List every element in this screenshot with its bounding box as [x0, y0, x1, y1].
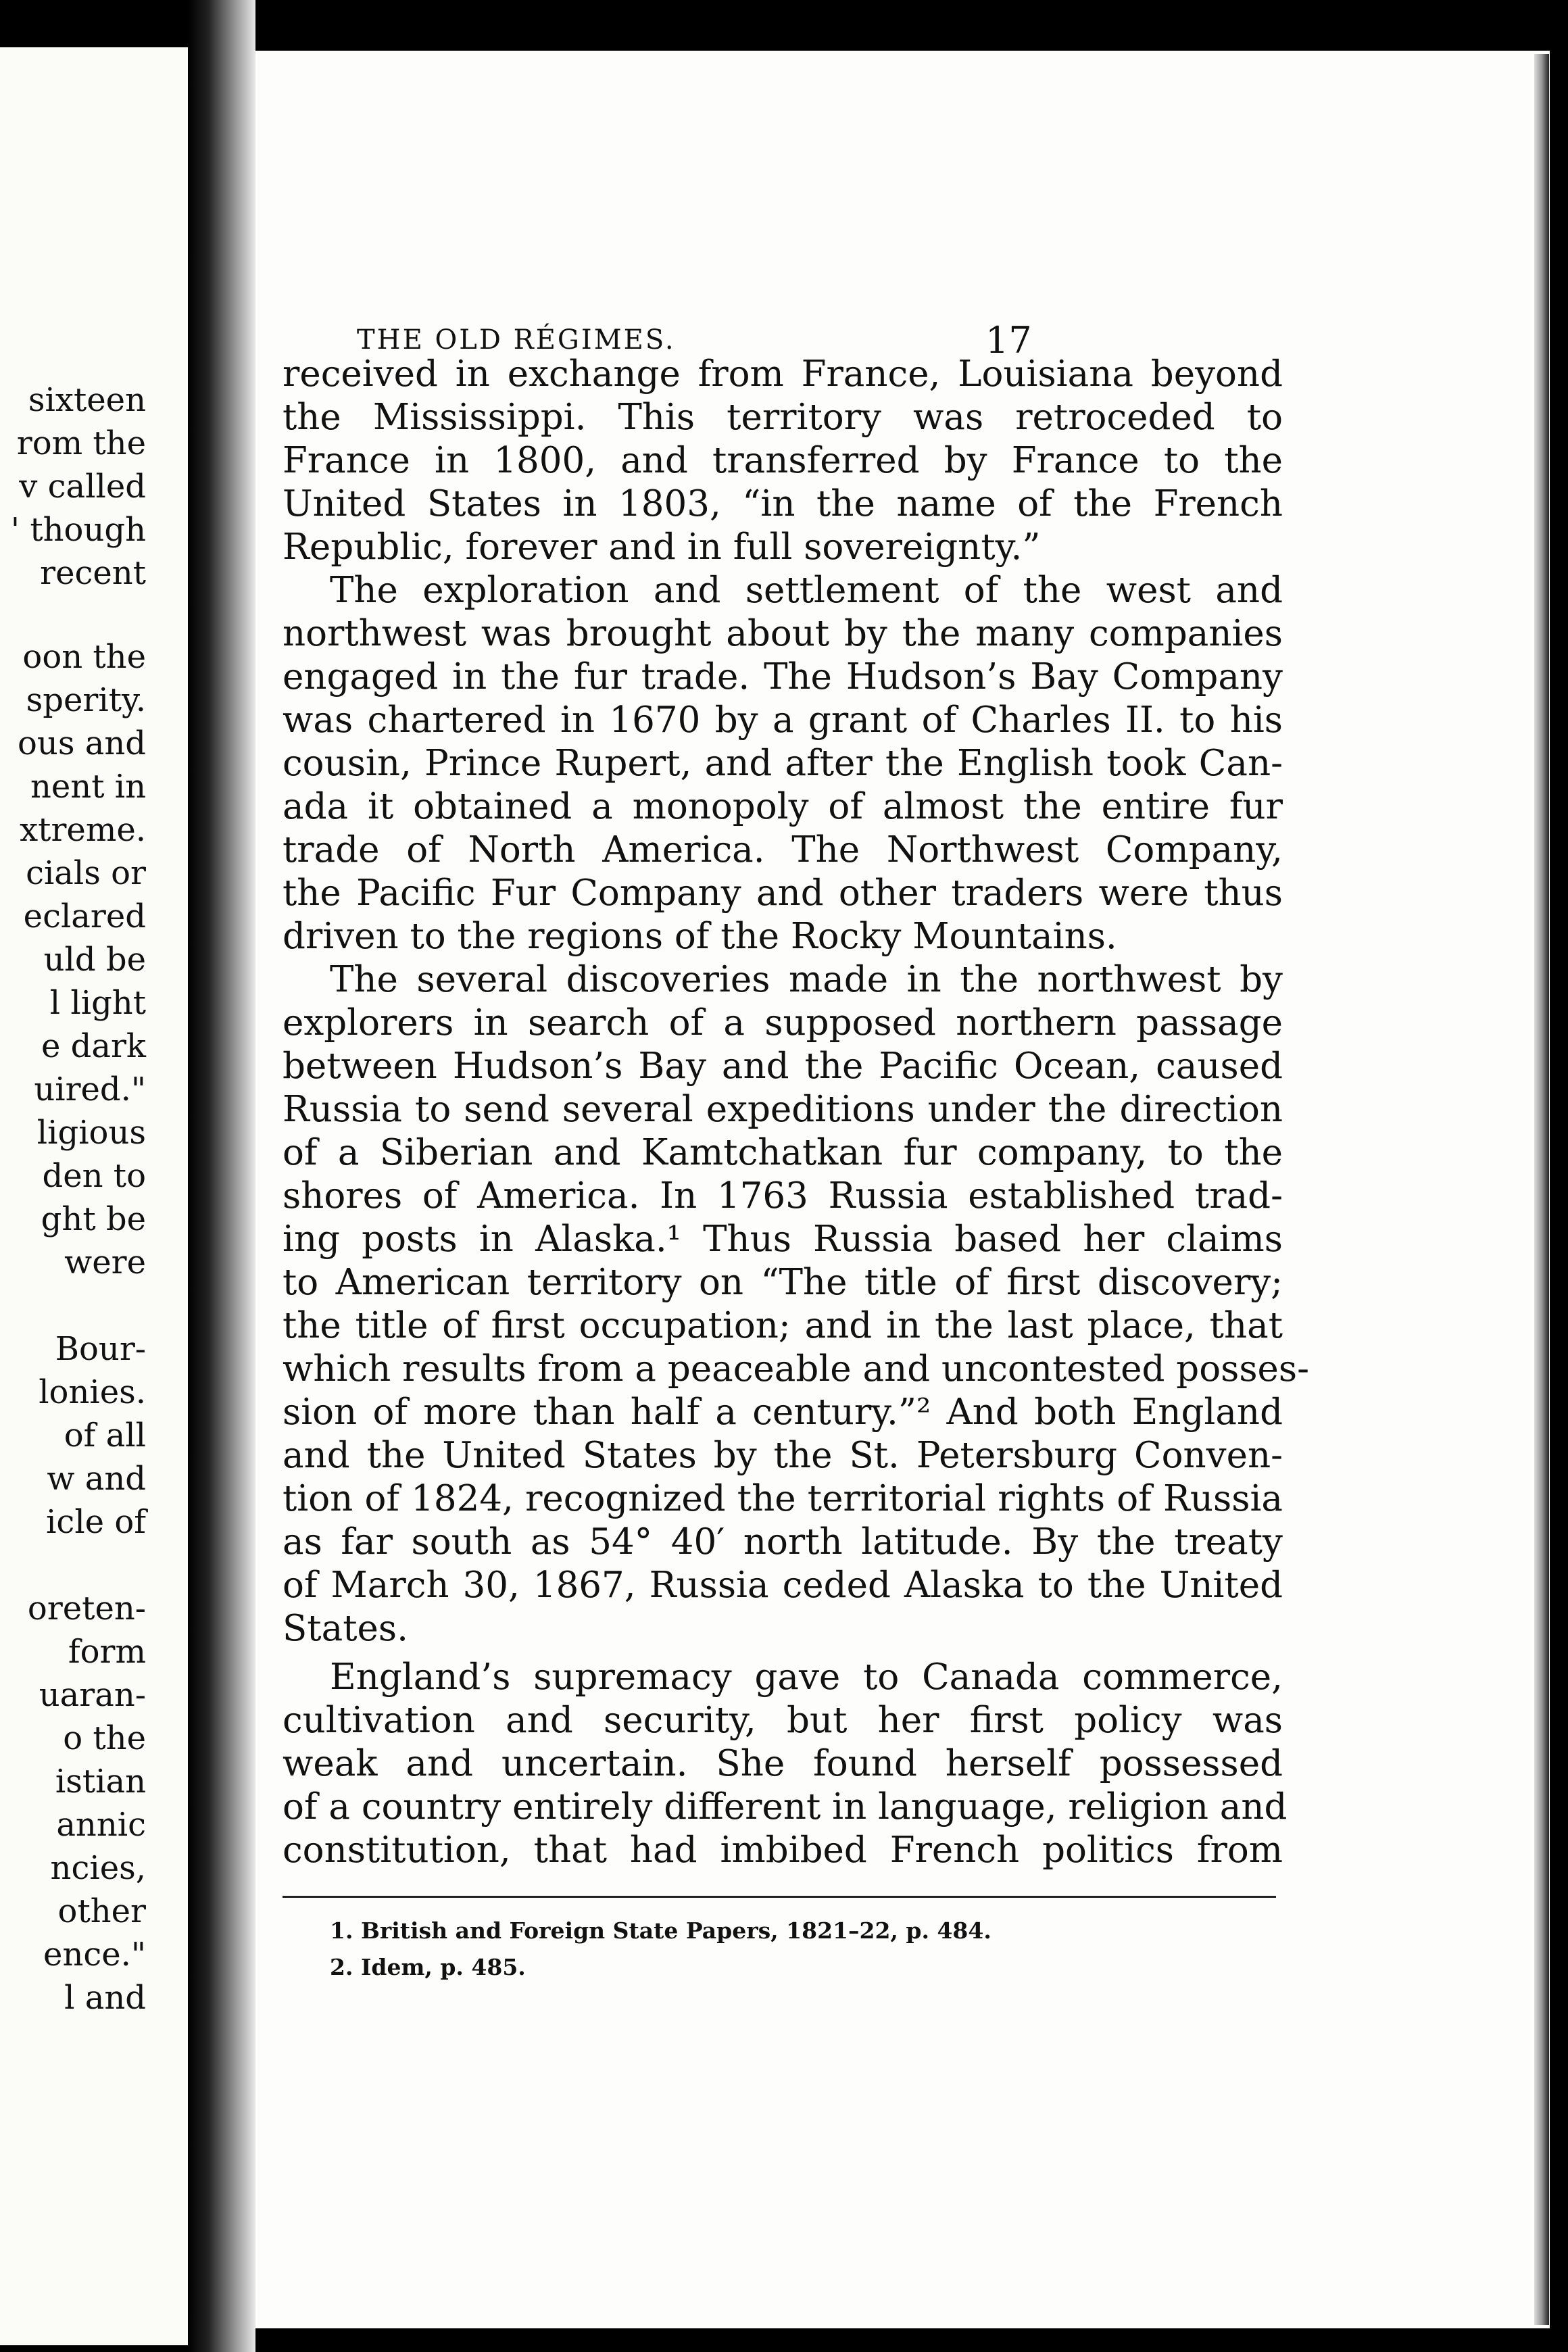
- left-page-line: v called: [19, 468, 146, 506]
- left-page-line: den to: [42, 1157, 146, 1195]
- text-line: constitution, that had imbibed French politics from: [283, 1830, 1283, 1871]
- paragraph-start: The exploration and settlement of the west and: [330, 570, 1283, 611]
- left-page-line: ' though: [10, 511, 146, 549]
- text-line: and the United States by the St. Petersburg Conven-: [283, 1435, 1283, 1476]
- paragraph-start: The several discoveries made in the northwest by: [330, 959, 1283, 1000]
- left-page-line: oreten-: [27, 1590, 146, 1627]
- text-line: was chartered in 1670 by a grant of Charles II. to his: [283, 700, 1283, 741]
- text-line: of March 30, 1867, Russia ceded Alaska to the United: [283, 1565, 1283, 1606]
- left-page-line: l and: [64, 1979, 146, 2017]
- left-page-fragment: [0, 47, 188, 2345]
- book-gutter: [188, 0, 255, 2352]
- left-page-line: uld be: [43, 941, 146, 979]
- paragraph-start: England’s supremacy gave to Canada commerce,: [330, 1657, 1283, 1698]
- left-page-line: uired.": [34, 1071, 146, 1108]
- left-page-line: w and: [47, 1460, 146, 1498]
- body-text: [283, 353, 1309, 1872]
- text-line: sion of more than half a century.”² And both England: [283, 1392, 1283, 1433]
- text-line: ing posts in Alaska.¹ Thus Russia based her claims: [283, 1219, 1283, 1260]
- left-page-line: xtreme.: [20, 811, 146, 849]
- left-page-line: sperity.: [26, 681, 146, 719]
- footnote: 2. Idem, p. 485.: [330, 1954, 526, 1980]
- text-line: States.: [283, 1608, 408, 1649]
- page-number: 17: [985, 319, 1032, 362]
- left-page-line: lonies.: [39, 1373, 146, 1411]
- left-page-line: o the: [63, 1719, 146, 1757]
- text-line: trade of North America. The Northwest Company,: [283, 829, 1283, 871]
- text-line: the Pacific Fur Company and other traders were thus: [283, 873, 1283, 914]
- text-line: tion of 1824, recognized the territorial rights of Russia: [283, 1478, 1283, 1519]
- text-line: received in exchange from France, Louisiana beyond: [283, 353, 1283, 395]
- left-page-line: were: [64, 1244, 146, 1281]
- text-line: engaged in the fur trade. The Hudson’s Bay Company: [283, 656, 1283, 697]
- left-page-line: oon the: [22, 638, 146, 676]
- page-edge: [1534, 54, 1549, 2325]
- footnote: 1. British and Foreign State Papers, 1821–22, p. 484.: [330, 1917, 991, 1944]
- left-page-line: form: [68, 1633, 146, 1671]
- left-page-line: sixteen: [28, 381, 146, 419]
- left-page-line: icle of: [46, 1503, 146, 1541]
- text-line: ada it obtained a monopoly of almost the entire fur: [283, 786, 1283, 827]
- text-line: explorers in search of a supposed northern passage: [283, 1002, 1283, 1044]
- text-line: Russia to send several expeditions under the direction: [283, 1089, 1283, 1130]
- left-page-line: of all: [64, 1417, 146, 1454]
- left-page-line: ous and: [18, 725, 146, 762]
- left-page-line: cials or: [26, 854, 146, 892]
- left-page-line: ligious: [36, 1114, 146, 1152]
- text-line: of a country entirely different in language, religion and: [283, 1786, 1288, 1828]
- text-line: the title of first occupation; and in the last place, that: [283, 1305, 1283, 1346]
- page-header: [0, 277, 1568, 362]
- text-line: cousin, Prince Rupert, and after the English took Can-: [283, 743, 1283, 784]
- text-line: Republic, forever and in full sovereignty.”: [283, 526, 1041, 568]
- text-line: cultivation and security, but her first policy was: [283, 1700, 1283, 1741]
- running-head: THE OLD RÉGIMES.: [357, 324, 676, 356]
- footnote-rule: [283, 1896, 1276, 1898]
- text-line: weak and uncertain. She found herself possessed: [283, 1743, 1283, 1784]
- left-page-line: l light: [49, 984, 146, 1022]
- left-page-line: annic: [56, 1806, 146, 1844]
- left-page-line: uaran-: [39, 1676, 146, 1714]
- text-line: northwest was brought about by the many companies: [283, 613, 1283, 654]
- text-line: of a Siberian and Kamtchatkan fur company, to the: [283, 1132, 1283, 1173]
- left-page-line: eclared: [23, 898, 146, 935]
- text-line: between Hudson’s Bay and the Pacific Ocean, caused: [283, 1046, 1283, 1087]
- footnotes: [330, 1913, 991, 1986]
- text-line: shores of America. In 1763 Russia established trad-: [283, 1175, 1283, 1217]
- text-line: United States in 1803, “in the name of the French: [283, 483, 1283, 524]
- text-line: driven to the regions of the Rocky Mountains.: [283, 916, 1117, 957]
- left-page-line: istian: [55, 1763, 146, 1800]
- text-line: the Mississippi. This territory was retroceded to: [283, 397, 1283, 438]
- text-line: to American territory on “The title of first discovery;: [283, 1262, 1283, 1303]
- text-line: which results from a peaceable and uncontested posses-: [283, 1348, 1309, 1390]
- text-line: as far south as 54° 40′ north latitude. By the treaty: [283, 1521, 1283, 1563]
- text-line: France in 1800, and transferred by France to the: [283, 440, 1283, 481]
- left-page-line: Bour-: [55, 1330, 146, 1368]
- left-page-line: other: [57, 1892, 146, 1930]
- left-page-line: e dark: [41, 1027, 146, 1065]
- left-page-line: recent: [40, 554, 146, 592]
- left-page-line: ence.": [43, 1936, 146, 1974]
- left-page-line: ght be: [41, 1200, 146, 1238]
- left-page-line: ncies,: [50, 1849, 146, 1887]
- left-page-line: nent in: [30, 768, 146, 806]
- left-page-line: rom the: [16, 424, 146, 462]
